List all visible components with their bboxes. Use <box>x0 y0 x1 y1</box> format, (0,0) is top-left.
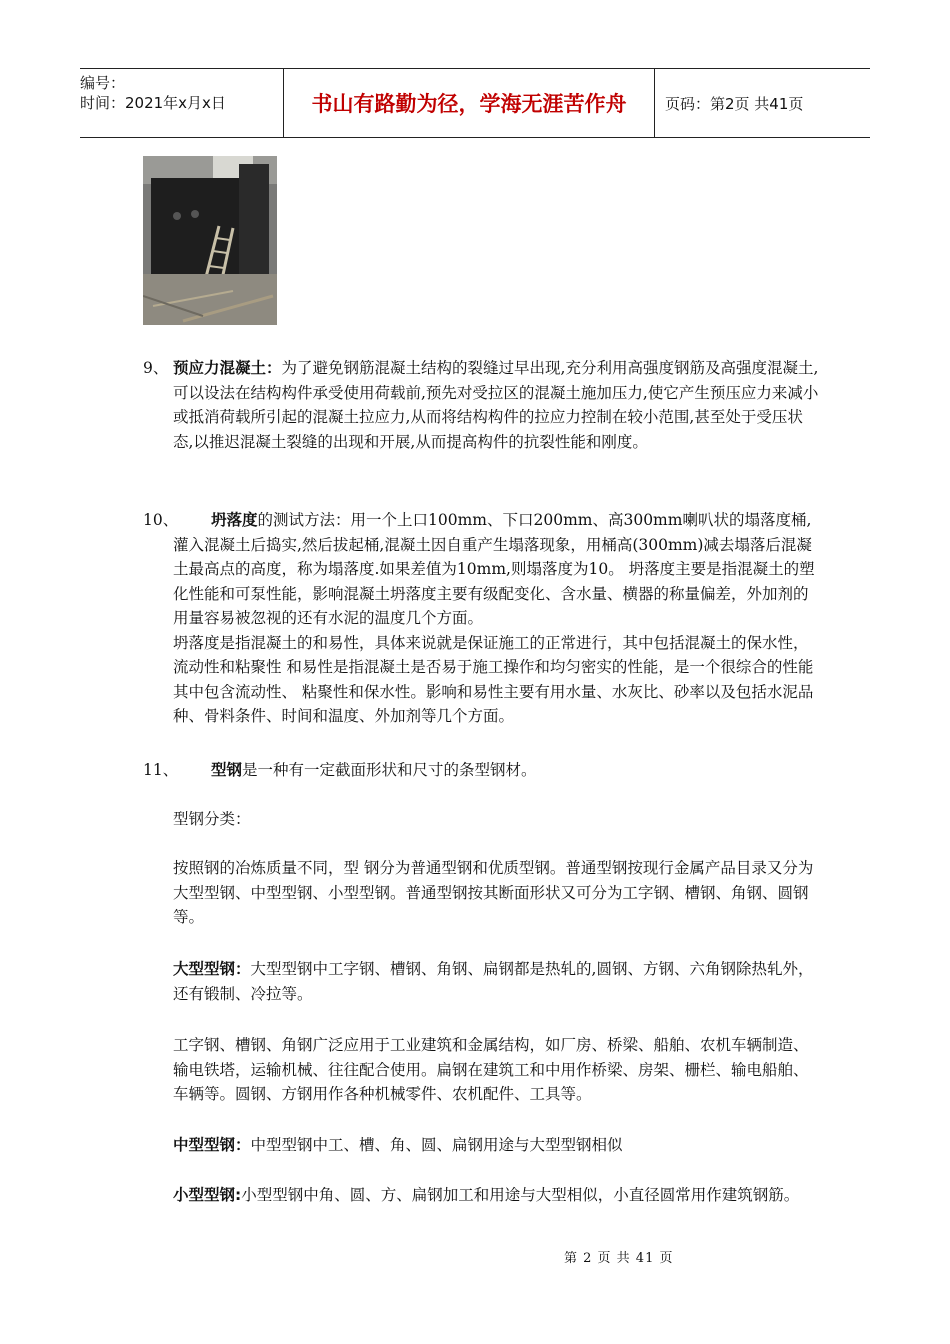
number-label: 编号： <box>80 74 126 92</box>
term: 型钢 <box>211 761 243 779</box>
item-text: 为了避免钢筋混凝土结构的裂缝过早出现,充分利用高强度钢筋及高强度混凝土,可以设法在结构构件承受使用荷载前,预先对受拉区的混凝土施加压力,使它产生预压应力来减小或抵消荷载所引起的混凝土拉应力,从而将结构构件的拉应力控制在较小范围,甚至处于受压状态,以推迟混凝土裂缝的出现和开展,从而提高构件的抗裂性能和刚度。 <box>173 359 819 451</box>
page-header <box>80 68 870 138</box>
classify-title: 型钢分类： <box>173 810 251 828</box>
page-footer: 第 2 页 共 41 页 <box>564 1251 674 1266</box>
item-text: 的测试方法：用一个上口100mm、下口200mm、高300mm喇叭状的塌落度桶,灌入混凝土后捣实,然后拔起桶,混凝土因自重产生塌落现象，用桶高(300mm)减去塌落后混凝土最高点的高度，称为塌落度.如果差值为10mm,则塌落度为10。 坍落度主要是指混凝土的塑化性能和可泵性能，影响混凝土坍落度主要有级配变化、含水量、横器的称量偏差，外加剂的用量容易被忽视的还有水泥的温度几个方面。 <box>173 511 815 627</box>
item-text-2: 坍落度是指混凝土的和易性，具体来说就是保证施工的正常进行，其中包括混凝土的保水性，流动性和粘聚性 和易性是指混凝土是否易于施工操作和均匀密实的性能，是一个很综合的性能其中包含流动性、 粘聚性和保水性。影响和易性主要有用水量、水灰比、砂率以及包括水泥品种、骨料条件、时间和温度、外加剂等几个方面。 <box>173 633 814 725</box>
item-10 <box>143 508 823 729</box>
item-9 <box>143 356 823 454</box>
header-meta <box>80 69 283 137</box>
term: 坍落度 <box>211 511 258 529</box>
large-section <box>173 957 823 1006</box>
item-text: 是一种有一定截面形状和尺寸的条型钢材。 <box>242 761 537 779</box>
time-label: 时间：2021年x月x日 <box>80 94 226 112</box>
small-text: 小型型钢中角、圆、方、扁钢加工和用途与大型相似，小直径圆常用作建筑钢筋。 <box>241 1186 800 1204</box>
term: 预应力混凝土： <box>173 359 282 377</box>
medium-section <box>173 1133 823 1158</box>
construction-photo <box>143 156 277 325</box>
item-number: 9、 <box>143 359 169 377</box>
medium-term: 中型型钢： <box>173 1136 251 1154</box>
header-page-info: 页码：第2页 共41页 <box>665 94 804 113</box>
small-section <box>173 1183 823 1208</box>
item-11 <box>143 758 823 783</box>
item-number: 11、 <box>143 761 179 779</box>
header-motto: 书山有路勤为径，学海无涯苦作舟 <box>283 69 655 137</box>
medium-text: 中型型钢中工、槽、角、圆、扁钢用途与大型型钢相似 <box>250 1136 623 1154</box>
usage-text: 工字钢、槽钢、角钢广泛应用于工业建筑和金属结构，如厂房、桥梁、船舶、农机车辆制造、输电铁塔，运输机械、往往配合使用。扁钢在建筑工和中用作桥梁、房架、栅栏、输电船舶、车辆等。圆钢、方钢用作各种机械零件、农机配件、工具等。 <box>173 1036 809 1103</box>
large-term: 大型型钢： <box>173 960 251 978</box>
small-term: 小型型钢: <box>173 1186 242 1204</box>
item-number: 10、 <box>143 511 179 529</box>
classify-text: 按照钢的冶炼质量不同，型 钢分为普通型钢和优质型钢。普通型钢按现行金属产品目录又分为大型型钢、中型型钢、小型型钢。普通型钢按其断面形状又可分为工字钢、槽钢、角钢、圆钢等。 <box>173 859 814 926</box>
large-text: 大型型钢中工字钢、槽钢、角钢、扁钢都是热轧的,圆钢、方钢、六角钢除热轧外，还有锻制、冷拉等。 <box>173 960 814 1003</box>
